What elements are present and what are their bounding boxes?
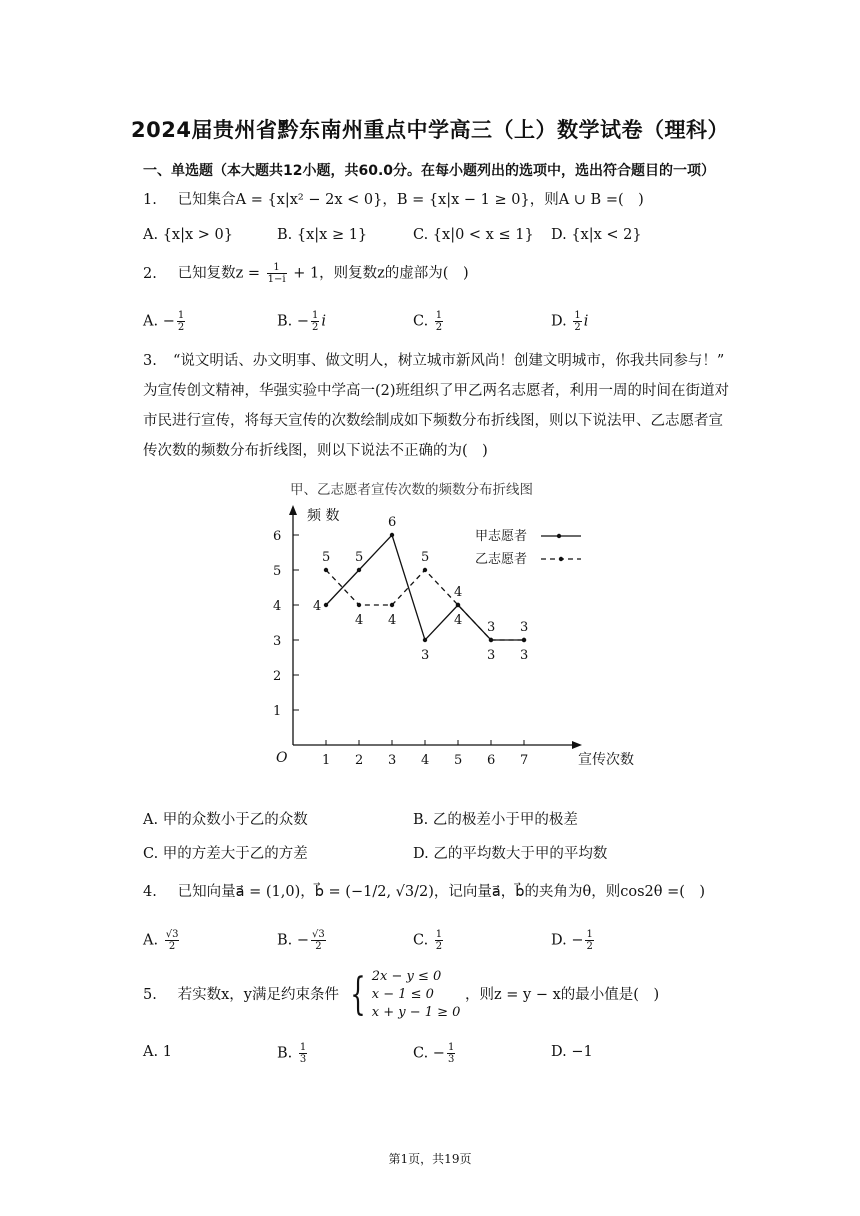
fraction-denominator: 2: [435, 941, 443, 952]
legend-marker-series-1: [557, 534, 561, 538]
section-heading: 一、单选题（本大题共12小题，共60.0分。在每小题列出的选项中，选出符合题目的一项）: [143, 163, 716, 179]
x-tick-label: 4: [421, 753, 430, 768]
data-point: [423, 568, 427, 572]
legend-label-series-2: 乙志愿者: [475, 552, 528, 567]
left-brace-icon: {: [349, 969, 366, 1020]
fraction-denominator: 3: [299, 1054, 307, 1065]
question-stem-pre: 已知复数z =: [177, 265, 261, 282]
data-point: [489, 638, 493, 642]
option-label: B.: [277, 1045, 297, 1062]
y-tick-label: 1: [273, 704, 282, 719]
question-number: 4.: [143, 884, 157, 900]
x-axis-arrow-icon: [572, 741, 582, 749]
data-label-series-1: 6: [388, 515, 397, 530]
fraction-denominator: 2: [586, 941, 593, 952]
data-point: [423, 638, 427, 642]
fraction-numerator: 1: [435, 929, 443, 940]
frequency-line-chart: [260, 500, 634, 780]
question-stem-post: + 1，则复数z的虚部为( ): [293, 265, 469, 282]
fraction: [435, 310, 443, 333]
data-label-series-1: 4: [454, 585, 463, 600]
data-point: [456, 603, 460, 607]
fraction: [299, 1042, 307, 1065]
option-a: A. 甲的众数小于乙的众数: [143, 812, 308, 828]
fraction-numerator: 1: [586, 929, 593, 940]
question-line: 市民进行宣传，将每天宣传的次数绘制成如下频数分布折线图，则以下说法甲、乙志愿者宣: [143, 413, 723, 429]
question-5: [143, 968, 659, 1022]
fraction-denominator: 2: [435, 322, 443, 333]
question-1: [143, 190, 644, 210]
option-c: C. 甲的方差大于乙的方差: [143, 846, 308, 862]
y-tick-label: 2: [273, 669, 282, 684]
legend-label-series-1: 甲志愿者: [475, 529, 528, 544]
option-suffix: i: [321, 313, 327, 330]
data-label-series-2: 3: [520, 648, 529, 663]
option-c: [413, 929, 445, 952]
constraint-system: [344, 968, 461, 1022]
constraint: x − 1 ≤ 0: [371, 987, 434, 1002]
option-a: [143, 1042, 172, 1062]
data-point: [324, 603, 328, 607]
y-tick-label: 3: [273, 634, 282, 649]
fraction: [165, 929, 180, 952]
fraction-numerator: 1: [299, 1042, 307, 1053]
question-line: 传次数的频数分布折线图，则以下说法不正确的为( ): [143, 443, 488, 459]
question-number: 3.: [143, 353, 157, 369]
question-stem-post: ，则z = y − x的最小值是( ): [465, 987, 660, 1003]
fraction: [435, 929, 443, 952]
option-b: B. {x|x ≥ 1}: [277, 227, 368, 243]
chart-title: 甲、乙志愿者宣传次数的频数分布折线图: [290, 482, 533, 498]
option-b: [277, 310, 326, 333]
fraction-numerator: 1: [574, 310, 581, 321]
fraction-denominator: 2: [312, 322, 319, 333]
fraction: [311, 929, 326, 952]
question-stem-pre: 若实数x，y满足约束条件: [177, 987, 339, 1003]
option-d: D. {x|x < 2}: [551, 227, 642, 243]
data-label-series-1: 5: [355, 550, 364, 565]
option-suffix: i: [583, 313, 589, 330]
option-label: A.: [143, 932, 163, 949]
data-label-series-2: 3: [487, 648, 496, 663]
option-b: B. 乙的极差小于甲的极差: [413, 812, 578, 828]
option-label: B. −: [277, 932, 310, 949]
option-d: D. 乙的平均数大于甲的平均数: [413, 846, 608, 862]
option-a: [143, 310, 187, 333]
data-point: [324, 568, 328, 572]
data-point: [357, 568, 361, 572]
fraction: [267, 262, 287, 285]
question-3: [143, 346, 753, 466]
option-label: C.: [413, 932, 433, 949]
data-label-series-1: 3: [520, 620, 529, 635]
fraction-denominator: 3: [447, 1054, 455, 1065]
option-c: C. {x|0 < x ≤ 1}: [413, 227, 534, 243]
fraction: [311, 310, 319, 333]
fraction-numerator: 1: [177, 310, 185, 321]
option-a: A. {x|x > 0}: [143, 227, 233, 243]
option-d: [551, 310, 588, 333]
option-d: [551, 929, 596, 952]
x-tick-label: 2: [355, 753, 364, 768]
data-label-series-2: 4: [355, 613, 364, 628]
option-label: D. −1: [551, 1044, 593, 1060]
option-label: B. −: [277, 313, 310, 330]
option-label: A. −: [143, 313, 175, 330]
option-label: C. −: [413, 1045, 445, 1062]
y-tick-label: 6: [273, 529, 282, 544]
y-tick-label: 4: [273, 599, 282, 614]
option-label: A. 1: [143, 1044, 172, 1060]
fraction-numerator: √3: [312, 929, 325, 940]
fraction-denominator: 2: [177, 322, 185, 333]
data-label-series-2: 4: [454, 613, 463, 628]
x-tick-label: 5: [454, 753, 463, 768]
fraction-denominator: 2: [315, 941, 322, 952]
fraction-denominator: 2: [574, 322, 581, 333]
x-tick-label: 7: [520, 753, 529, 768]
option-c: [413, 310, 445, 333]
fraction: [447, 1042, 455, 1065]
fraction-numerator: √3: [165, 929, 179, 940]
legend-marker-series-2: [559, 557, 563, 561]
question-text: “说文明话、办文明事、做文明人，树立城市新风尚！创建文明城市，你我共同参与！”: [173, 353, 725, 369]
option-a: [143, 929, 181, 952]
origin-label: O: [276, 750, 288, 766]
data-point: [522, 638, 526, 642]
x-tick-label: 6: [487, 753, 496, 768]
data-point: [357, 603, 361, 607]
data-point: [390, 533, 394, 537]
fraction: [177, 310, 185, 333]
fraction-denominator: 2: [168, 941, 176, 952]
question-4: [143, 882, 705, 902]
option-label: C.: [413, 313, 433, 330]
x-axis-label: 宣传次数: [578, 752, 634, 768]
data-label-series-2: 4: [388, 613, 397, 628]
question-number: 5.: [143, 987, 157, 1003]
option-label: D. −: [551, 932, 584, 949]
option-d: [551, 1042, 593, 1062]
fraction-numerator: 1: [312, 310, 319, 321]
y-axis-label: 频 数: [307, 508, 340, 524]
page-title: 2024届贵州省黔东南州重点中学高三（上）数学试卷（理科）: [131, 118, 729, 142]
x-tick-label: 1: [322, 753, 331, 768]
fraction-denominator: 1−i: [267, 274, 286, 285]
option-c: [413, 1042, 457, 1065]
data-label-series-1: 3: [487, 620, 496, 635]
fraction-numerator: 1: [435, 310, 443, 321]
option-b: [277, 1042, 309, 1065]
y-axis-arrow-icon: [289, 505, 297, 515]
data-label-series-2: 5: [421, 550, 430, 565]
data-label-series-1: 3: [421, 648, 430, 663]
question-2: [143, 262, 469, 285]
question-stem: 已知向量a⃗ = (1,0)，b⃗ = (−1/2, √3/2)，记向量a⃗，b⃗的夹角为θ，则cos2θ =( ): [177, 884, 706, 900]
data-point: [390, 603, 394, 607]
question-number: 1.: [143, 192, 157, 208]
fraction: [585, 929, 593, 952]
fraction-numerator: 1: [267, 262, 287, 274]
data-label-series-1: 4: [313, 599, 322, 614]
x-tick-label: 3: [388, 753, 397, 768]
question-number: 2.: [143, 265, 157, 282]
data-label-series-2: 5: [322, 550, 331, 565]
page-footer: 第1页，共19页: [388, 1152, 472, 1166]
constraint: x + y − 1 ≥ 0: [371, 1005, 461, 1020]
question-line: [143, 346, 753, 376]
constraint: 2x − y ≤ 0: [371, 969, 442, 984]
constraint-list: [372, 968, 461, 1022]
fraction: [573, 310, 581, 333]
fraction-numerator: 1: [447, 1042, 455, 1053]
y-tick-label: 5: [273, 564, 282, 579]
option-label: D.: [551, 313, 572, 330]
question-line: 为宣传创文精神，华强实验中学高一(2)班组织了甲乙两名志愿者，利用一周的时间在街道对: [143, 383, 730, 399]
question-stem: 已知集合A = {x|x² − 2x < 0}，B = {x|x − 1 ≥ 0}，则A ∪ B =( ): [177, 192, 644, 208]
option-b: [277, 929, 328, 952]
